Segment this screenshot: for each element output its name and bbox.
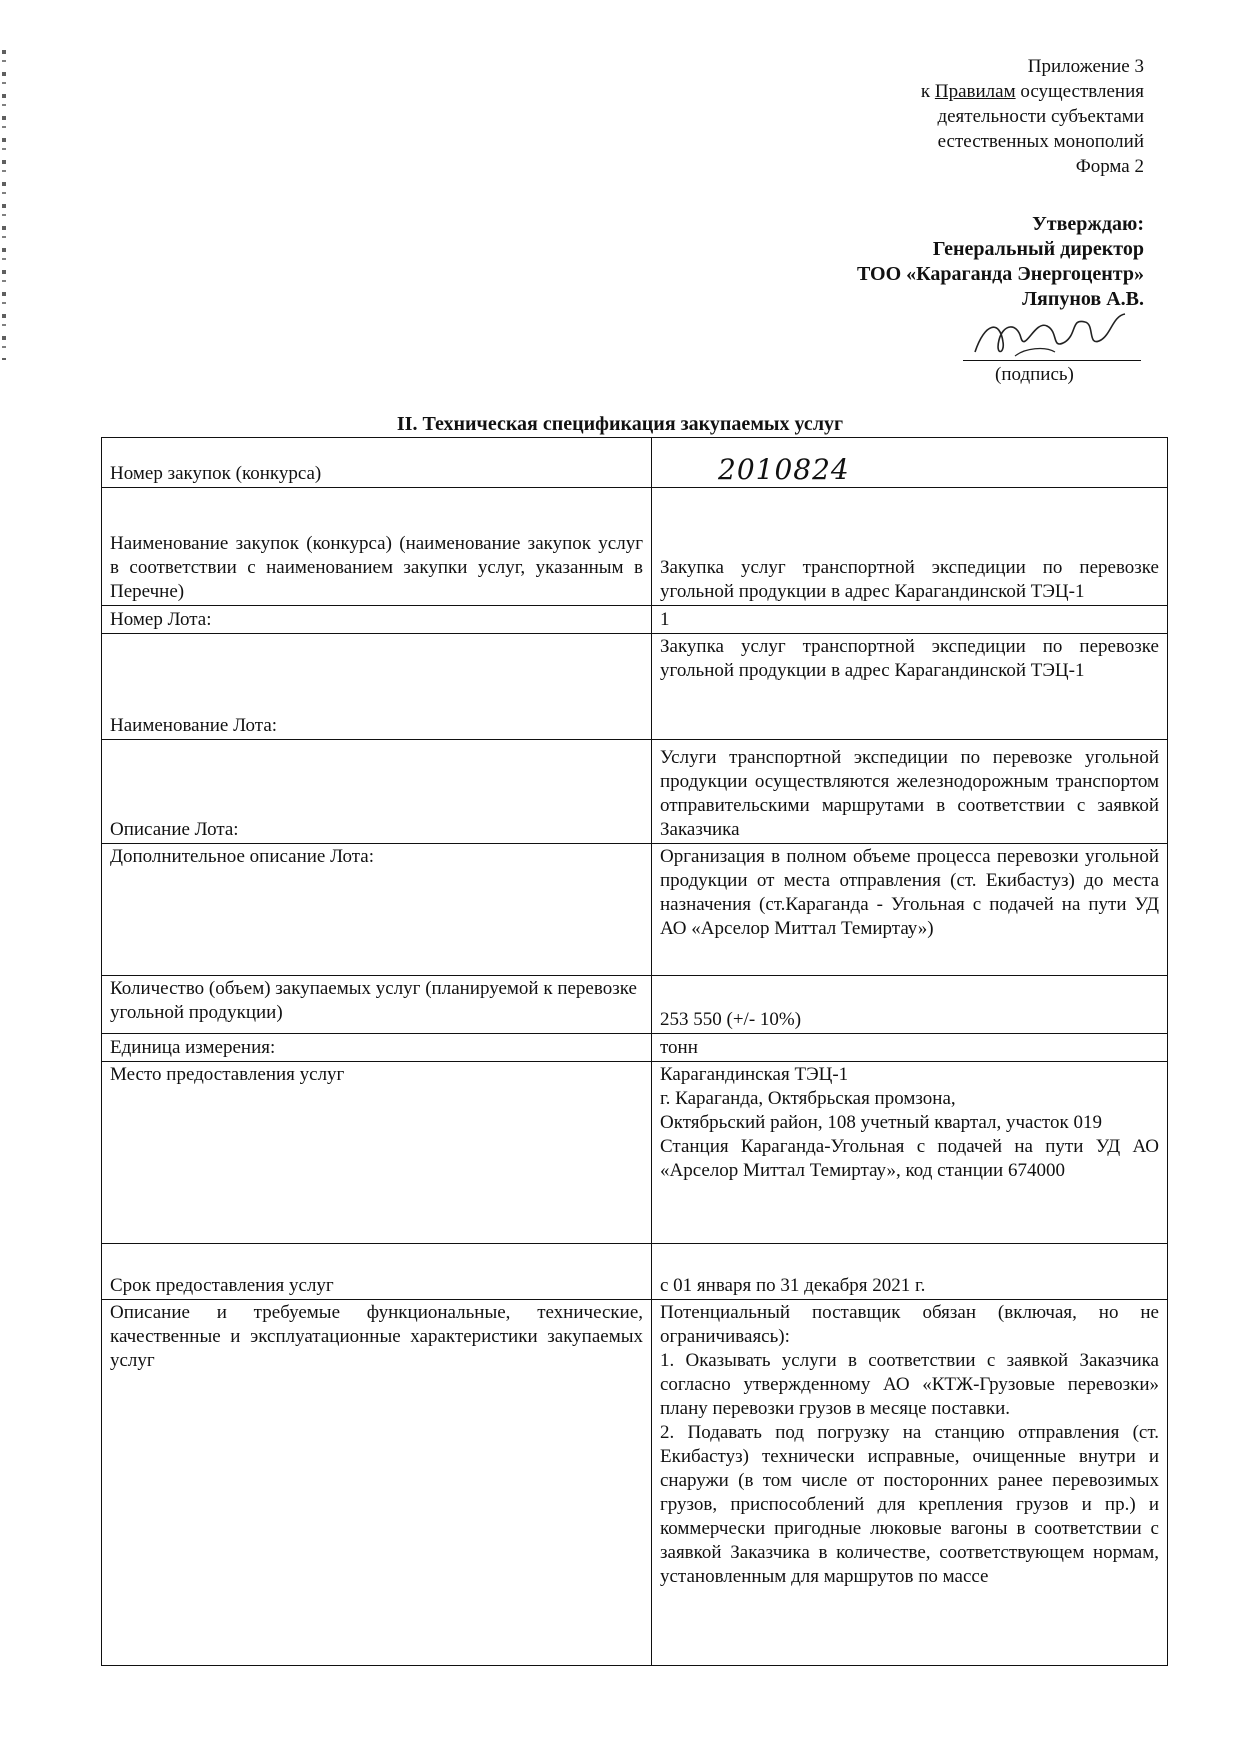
table-row-requirements — [102, 1300, 1168, 1666]
approver-position: Генеральный директор — [932, 238, 1144, 260]
lot-number-label: Номер Лота: — [102, 606, 652, 634]
procurement-number-label: Номер закупок (конкурса) — [102, 438, 652, 488]
appendix-line-1: Приложение 3 — [1027, 56, 1144, 77]
table-row-lot-description — [102, 740, 1168, 844]
table-row-quantity — [102, 976, 1168, 1034]
lot-description-value: Услуги транспортной экспедиции по перевозке угольной продукции осуществляются железнодорожным транспортом отправительскими маршрутами в соответствии с заявкой Заказчика — [652, 740, 1168, 844]
quantity-label: Количество (объем) закупаемых услуг (планируемой к перевозке угольной продукции) — [102, 976, 652, 1034]
lot-name-label: Наименование Лота: — [102, 634, 652, 740]
unit-label: Единица измерения: — [102, 1034, 652, 1062]
approval-block — [624, 212, 1144, 312]
place-label: Место предоставления услуг — [102, 1062, 652, 1244]
place-line-4: Станция Караганда-Угольная с подачей на пути УД АО «Арселор Миттал Темиртау», код станции 674000 — [660, 1136, 1159, 1181]
rules-link: Правилам — [934, 81, 1016, 102]
term-label: Срок предоставления услуг — [102, 1244, 652, 1300]
requirements-item-2: 2. Подавать под погрузку на станцию отправления (ст. Екибастуз) технически исправные, очищенные внутри и снаружи (в том числе от посторонних ранее перевозимых грузов, приспособлений для крепления грузов и пр.) и коммерчески пригодные люковые вагоны в соответствии с заявкой Заказчика в количестве, соответствующем нормам, установленным для маршрутов по массе — [660, 1422, 1159, 1587]
requirements-label: Описание и требуемые функциональные, технические, качественные и эксплуатационные характеристики закупаемых услуг — [102, 1300, 652, 1666]
requirements-value — [652, 1300, 1168, 1666]
scan-edge-artifact — [2, 50, 6, 360]
procurement-number-value — [652, 438, 1168, 488]
lot-additional-value: Организация в полном объеме процесса перевозки угольной продукции от места отправления (ст. Екибастуз) до места назначения (ст.Караганда - Угольная с подачей на пути УД АО «Арселор Миттал Темиртау») — [652, 844, 1168, 976]
specification-table — [101, 437, 1168, 1666]
approver-name: Ляпунов А.В. — [1022, 288, 1144, 310]
lot-additional-label: Дополнительное описание Лота: — [102, 844, 652, 976]
table-row-unit — [102, 1034, 1168, 1062]
appendix-line-4: естественных монополий — [937, 131, 1144, 152]
approval-heading: Утверждаю: — [1032, 213, 1144, 235]
procurement-name-value: Закупка услуг транспортной экспедиции по перевозке угольной продукции в адрес Карагандинской ТЭЦ-1 — [652, 488, 1168, 606]
handwritten-procurement-number: 2010824 — [718, 453, 850, 486]
lot-name-value: Закупка услуг транспортной экспедиции по перевозке угольной продукции в адрес Карагандинской ТЭЦ-1 — [652, 634, 1168, 740]
signature-caption: (подпись) — [995, 364, 1074, 385]
lot-description-label: Описание Лота: — [102, 740, 652, 844]
table-row-lot-name — [102, 634, 1168, 740]
place-line-3: Октябрьский район, 108 учетный квартал, участок 019 — [660, 1112, 1102, 1133]
approver-company: ТОО «Караганда Энергоцентр» — [856, 263, 1144, 285]
table-row-lot-additional — [102, 844, 1168, 976]
term-value: с 01 января по 31 декабря 2021 г. — [652, 1244, 1168, 1300]
table-row-place — [102, 1062, 1168, 1244]
lot-number-value: 1 — [652, 606, 1168, 634]
procurement-name-label: Наименование закупок (конкурса) (наименование закупок услуг в соответствии с наименованием закупки услуг, указанным в Перечне) — [102, 488, 652, 606]
place-value — [652, 1062, 1168, 1244]
place-line-2: г. Караганда, Октябрьская промзона, — [660, 1088, 956, 1109]
appendix-header — [724, 54, 1144, 179]
quantity-value: 253 550 (+/- 10%) — [652, 976, 1168, 1034]
requirements-item-1: 1. Оказывать услуги в соответствии с заявкой Заказчика согласно утвержденному АО «КТЖ-Грузовые перевозки» плану перевозки грузов в месяце поставки. — [660, 1350, 1159, 1419]
table-row-number — [102, 438, 1168, 488]
unit-value: тонн — [652, 1034, 1168, 1062]
form-number: Форма 2 — [1075, 156, 1144, 177]
signature-line — [963, 360, 1141, 361]
requirements-intro: Потенциальный поставщик обязан (включая, но не ограничиваясь): — [660, 1302, 1159, 1347]
appendix-line-2: к Правилам осуществления — [920, 81, 1144, 102]
table-row-term — [102, 1244, 1168, 1300]
appendix-line-3: деятельности субъектами — [937, 106, 1144, 127]
section-title: II. Техническая спецификация закупаемых услуг — [396, 413, 844, 435]
place-line-1: Карагандинская ТЭЦ-1 — [660, 1064, 849, 1085]
handwritten-signature — [955, 312, 1145, 362]
signature-area — [955, 312, 1145, 402]
table-row-name — [102, 488, 1168, 606]
table-row-lot-number — [102, 606, 1168, 634]
